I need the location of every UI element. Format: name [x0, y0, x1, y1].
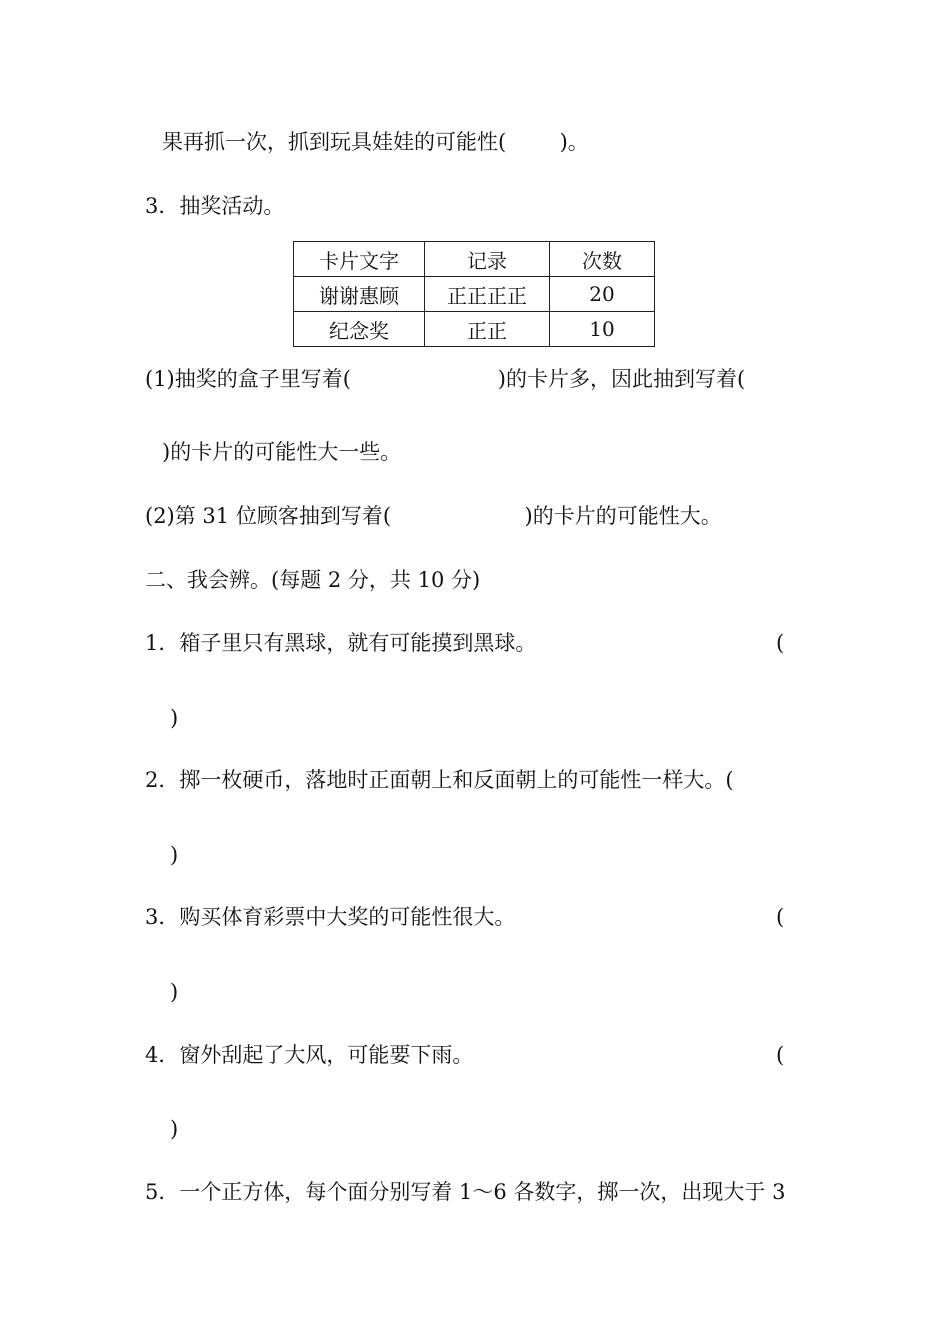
judge-question-5: 5．一个正方体，每个面分别写着 1～6 各数字，掷一次，出现大于 3	[145, 1180, 786, 1204]
table-cell: 10	[550, 312, 655, 347]
table-cell: 正正正正	[425, 277, 550, 312]
table-header-cell: 卡片文字	[294, 242, 425, 277]
sub-question-1: (1)抽奖的盒子里写着( )的卡片多，因此抽到写着(	[145, 367, 746, 391]
question-continuation: 果再抓一次，抓到玩具娃娃的可能性( )。	[162, 130, 589, 154]
table-header-cell: 次数	[550, 242, 655, 277]
table-cell: 纪念奖	[294, 312, 425, 347]
answer-paren-open: (	[776, 631, 785, 655]
question-3-title: 3．抽奖活动。	[145, 194, 285, 218]
section-heading: 二、我会辨。(每题 2 分，共 10 分)	[145, 568, 481, 592]
answer-paren-open: (	[776, 905, 785, 929]
answer-paren-close: )	[170, 843, 179, 867]
judge-question-3: 3．购买体育彩票中大奖的可能性很大。	[145, 905, 516, 929]
answer-paren-close: )	[170, 1117, 179, 1141]
sub-question-2: (2)第 31 位顾客抽到写着( )的卡片的可能性大。	[145, 504, 722, 528]
judge-question-2: 2．掷一枚硬币，落地时正面朝上和反面朝上的可能性一样大。(	[145, 768, 734, 792]
table-cell: 20	[550, 277, 655, 312]
table-cell: 谢谢惠顾	[294, 277, 425, 312]
judge-question-4: 4．窗外刮起了大风，可能要下雨。	[145, 1043, 474, 1067]
table-cell: 正正	[425, 312, 550, 347]
lottery-record-table	[293, 241, 655, 347]
table-header-cell: 记录	[425, 242, 550, 277]
table-row	[294, 277, 655, 312]
answer-paren-open: (	[776, 1043, 785, 1067]
sub-question-1-continuation: )的卡片的可能性大一些。	[162, 440, 402, 464]
answer-paren-close: )	[170, 980, 179, 1004]
table-row	[294, 312, 655, 347]
answer-paren-close: )	[170, 706, 179, 730]
judge-question-1: 1．箱子里只有黑球，就有可能摸到黑球。	[145, 631, 537, 655]
table-header-row	[294, 242, 655, 277]
